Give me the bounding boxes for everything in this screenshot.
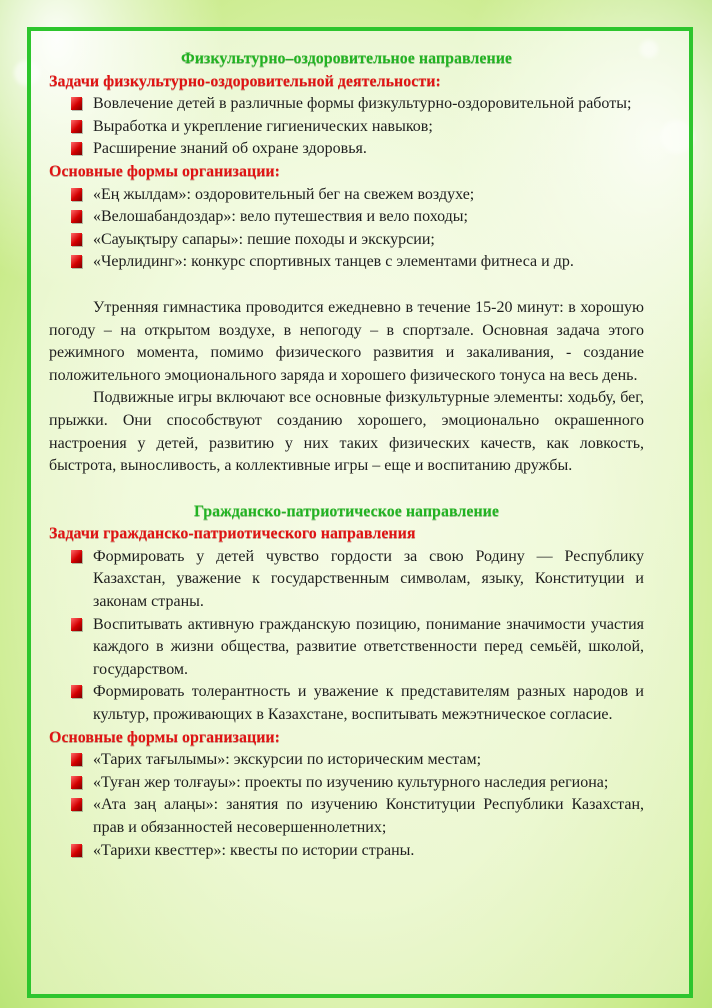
forms-heading: Основные формы организации: (49, 728, 280, 746)
list-item-text: Формировать толерантность и уважение к представителям разных народов и культур, проживающих в Казахстане, воспитывать межэтническое согласие. (93, 683, 644, 724)
list-item-text: Формировать у детей чувство гордости за свою Родину — Республику Казахстан, уважение к государственным символам, языку, Конституции и законам страны. (93, 547, 644, 611)
list-item (49, 93, 644, 116)
list-item (49, 840, 644, 863)
list-item (49, 116, 644, 139)
red-square-bullet-icon (71, 97, 82, 110)
red-square-bullet-icon (71, 188, 82, 201)
tasks-list (49, 93, 644, 161)
red-square-bullet-icon (71, 798, 82, 811)
list-item (49, 794, 644, 839)
forms-list (49, 184, 644, 274)
list-item (49, 229, 644, 252)
list-item-text: Выработка и укрепление гигиенических навыков; (93, 117, 433, 135)
red-square-bullet-icon (71, 550, 82, 563)
paragraph: Утренняя гимнастика проводится ежедневно в течение 15-20 минут: в хорошую погоду – на открытом воздухе, в непогоду – в спортзале. Основная задача этого режимного момента, помимо физического развития и закаливания, - создание положительного эмоционального заряда и хорошего физического тонуса на весь день. (49, 298, 644, 384)
list-item (49, 251, 644, 274)
forms-heading: Основные формы организации: (49, 162, 280, 180)
list-item (49, 546, 644, 614)
list-item-text: «Черлидинг»: конкурс спортивных танцев с элементами фитнеса и др. (93, 253, 574, 271)
list-item (49, 681, 644, 726)
list-item-text: «Сауықтыру сапары»: пешие походы и экскурсии; (93, 230, 435, 248)
red-square-bullet-icon (71, 685, 82, 698)
list-item (49, 184, 644, 207)
list-item (49, 138, 644, 161)
section-title: Гражданско-патриотическое направление (194, 502, 499, 520)
red-square-bullet-icon (71, 255, 82, 268)
list-item (49, 614, 644, 682)
red-square-bullet-icon (71, 233, 82, 246)
section-title: Физкультурно–оздоровительное направление (180, 50, 513, 67)
list-item-text: «Ата заң алаңы»: занятия по изучению Конституции Республики Казахстан, прав и обязанностей несовершеннолетних; (93, 796, 644, 836)
red-square-bullet-icon (71, 210, 82, 223)
red-square-bullet-icon (71, 142, 82, 155)
list-item-text: «Тарихи квесттер»: квесты по истории страны. (93, 841, 415, 859)
list-item (49, 772, 644, 795)
list-item (49, 749, 644, 772)
list-item-text: «Велошабандоздар»: вело путешествия и вело походы; (93, 208, 468, 226)
red-square-bullet-icon (71, 120, 82, 133)
red-square-bullet-icon (71, 753, 82, 766)
list-item-text: «Тарих тағылымы»: экскурсии по историческим местам; (93, 751, 482, 769)
list-item-text: «Ең жылдам»: оздоровительный бег на свежем воздухе; (93, 185, 475, 203)
list-item-text: Вовлечение детей в различные формы физкультурно-оздоровительной работы; (93, 95, 632, 113)
red-square-bullet-icon (71, 618, 82, 631)
red-square-bullet-icon (71, 844, 82, 857)
tasks-list (49, 546, 644, 727)
list-item-text: Воспитывать активную гражданскую позицию, понимание значимости участия каждого в жизни общества, развитие ответственности перед семьёй, школой, государством. (93, 615, 644, 678)
list-item-text: «Туған жер толғауы»: проекты по изучению культурного наследия региона; (93, 773, 609, 791)
red-square-bullet-icon (71, 776, 82, 789)
list-item-text: Расширение знаний об охране здоровья. (93, 140, 367, 158)
list-item (49, 206, 644, 229)
forms-list (49, 749, 644, 862)
tasks-heading: Задачи физкультурно-оздоровительной деятельности: (49, 72, 441, 90)
paragraph: Подвижные игры включают все основные физкультурные элементы: ходьбу, бег, прыжки. Они способствуют созданию хорошего, эмоционально окрашенного настроения у детей, развитию у них таких физических качеств, как ловкость, быстрота, выносливость, а коллективные игры – еще и воспитанию дружбы. (49, 389, 644, 475)
tasks-heading: Задачи гражданско-патриотического направления (49, 525, 416, 543)
document-content (49, 48, 644, 862)
